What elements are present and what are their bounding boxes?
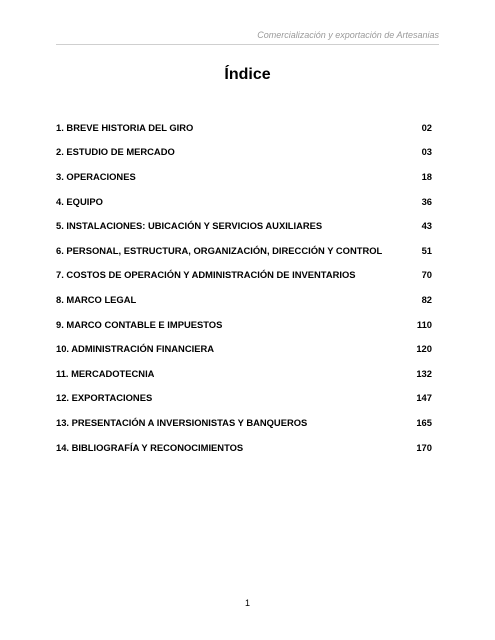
toc-entry-label: 7. COSTOS DE OPERACIÓN Y ADMINISTRACIÓN DE INVENTARIOS bbox=[56, 269, 356, 281]
toc-entry[interactable] bbox=[56, 312, 432, 337]
toc-entry-page: 147 bbox=[416, 392, 432, 404]
toc-entry-page: 110 bbox=[416, 318, 432, 330]
running-header: Comercialización y exportación de Artesanias bbox=[257, 30, 439, 40]
toc-entry-label: 4. EQUIPO bbox=[56, 195, 103, 207]
toc-entry-label: 8. MARCO LEGAL bbox=[56, 293, 137, 305]
toc-entry-label: 10. ADMINISTRACIÓN FINANCIERA bbox=[56, 343, 214, 355]
toc-entry-page: 132 bbox=[416, 367, 432, 379]
toc-entry-label: 3. OPERACIONES bbox=[56, 170, 136, 182]
toc-entry-page: 43 bbox=[421, 220, 432, 232]
toc-entry[interactable] bbox=[56, 287, 432, 312]
toc-entry-page: 36 bbox=[421, 195, 432, 207]
page-number: 1 bbox=[244, 598, 250, 608]
toc-entry-label: 1. BREVE HISTORIA DEL GIRO bbox=[56, 121, 194, 133]
toc-entry-page: 170 bbox=[416, 441, 432, 453]
toc-entry-page: 70 bbox=[421, 269, 432, 281]
toc-entry[interactable] bbox=[56, 140, 432, 165]
toc-entry[interactable] bbox=[56, 263, 432, 288]
table-of-contents bbox=[56, 115, 432, 459]
header-divider bbox=[56, 44, 439, 45]
toc-entry[interactable] bbox=[56, 238, 432, 263]
toc-entry-label: 9. MARCO CONTABLE E IMPUESTOS bbox=[56, 318, 223, 330]
toc-entry-page: 82 bbox=[421, 293, 432, 305]
toc-entry[interactable] bbox=[56, 189, 432, 214]
toc-entry[interactable] bbox=[56, 164, 432, 189]
toc-entry-page: 120 bbox=[416, 343, 432, 355]
toc-entry-label: 6. PERSONAL, ESTRUCTURA, ORGANIZACIÓN, DIRECCIÓN Y CONTROL bbox=[56, 244, 383, 256]
toc-entry[interactable] bbox=[56, 410, 432, 435]
toc-entry-label: 5. INSTALACIONES: UBICACIÓN Y SERVICIOS AUXILIARES bbox=[56, 220, 323, 232]
page-title: Índice bbox=[224, 66, 271, 83]
toc-entry[interactable] bbox=[56, 361, 432, 386]
toc-entry-page: 03 bbox=[421, 146, 432, 158]
toc-entry-page: 165 bbox=[416, 416, 432, 428]
toc-entry-page: 51 bbox=[421, 244, 432, 256]
toc-entry-label: 12. EXPORTACIONES bbox=[56, 392, 153, 404]
toc-entry-page: 02 bbox=[421, 121, 432, 133]
toc-entry-label: 2. ESTUDIO DE MERCADO bbox=[56, 146, 175, 158]
toc-entry-label: 14. BIBLIOGRAFÍA Y RECONOCIMIENTOS bbox=[56, 441, 244, 453]
toc-entry[interactable] bbox=[56, 115, 432, 140]
toc-entry[interactable] bbox=[56, 386, 432, 411]
toc-entry[interactable] bbox=[56, 213, 432, 238]
toc-entry[interactable] bbox=[56, 435, 432, 460]
toc-entry[interactable] bbox=[56, 336, 432, 361]
toc-entry-page: 18 bbox=[421, 170, 432, 182]
toc-entry-label: 11. MERCADOTECNIA bbox=[56, 367, 155, 379]
toc-entry-label: 13. PRESENTACIÓN A INVERSIONISTAS Y BANQUEROS bbox=[56, 416, 308, 428]
